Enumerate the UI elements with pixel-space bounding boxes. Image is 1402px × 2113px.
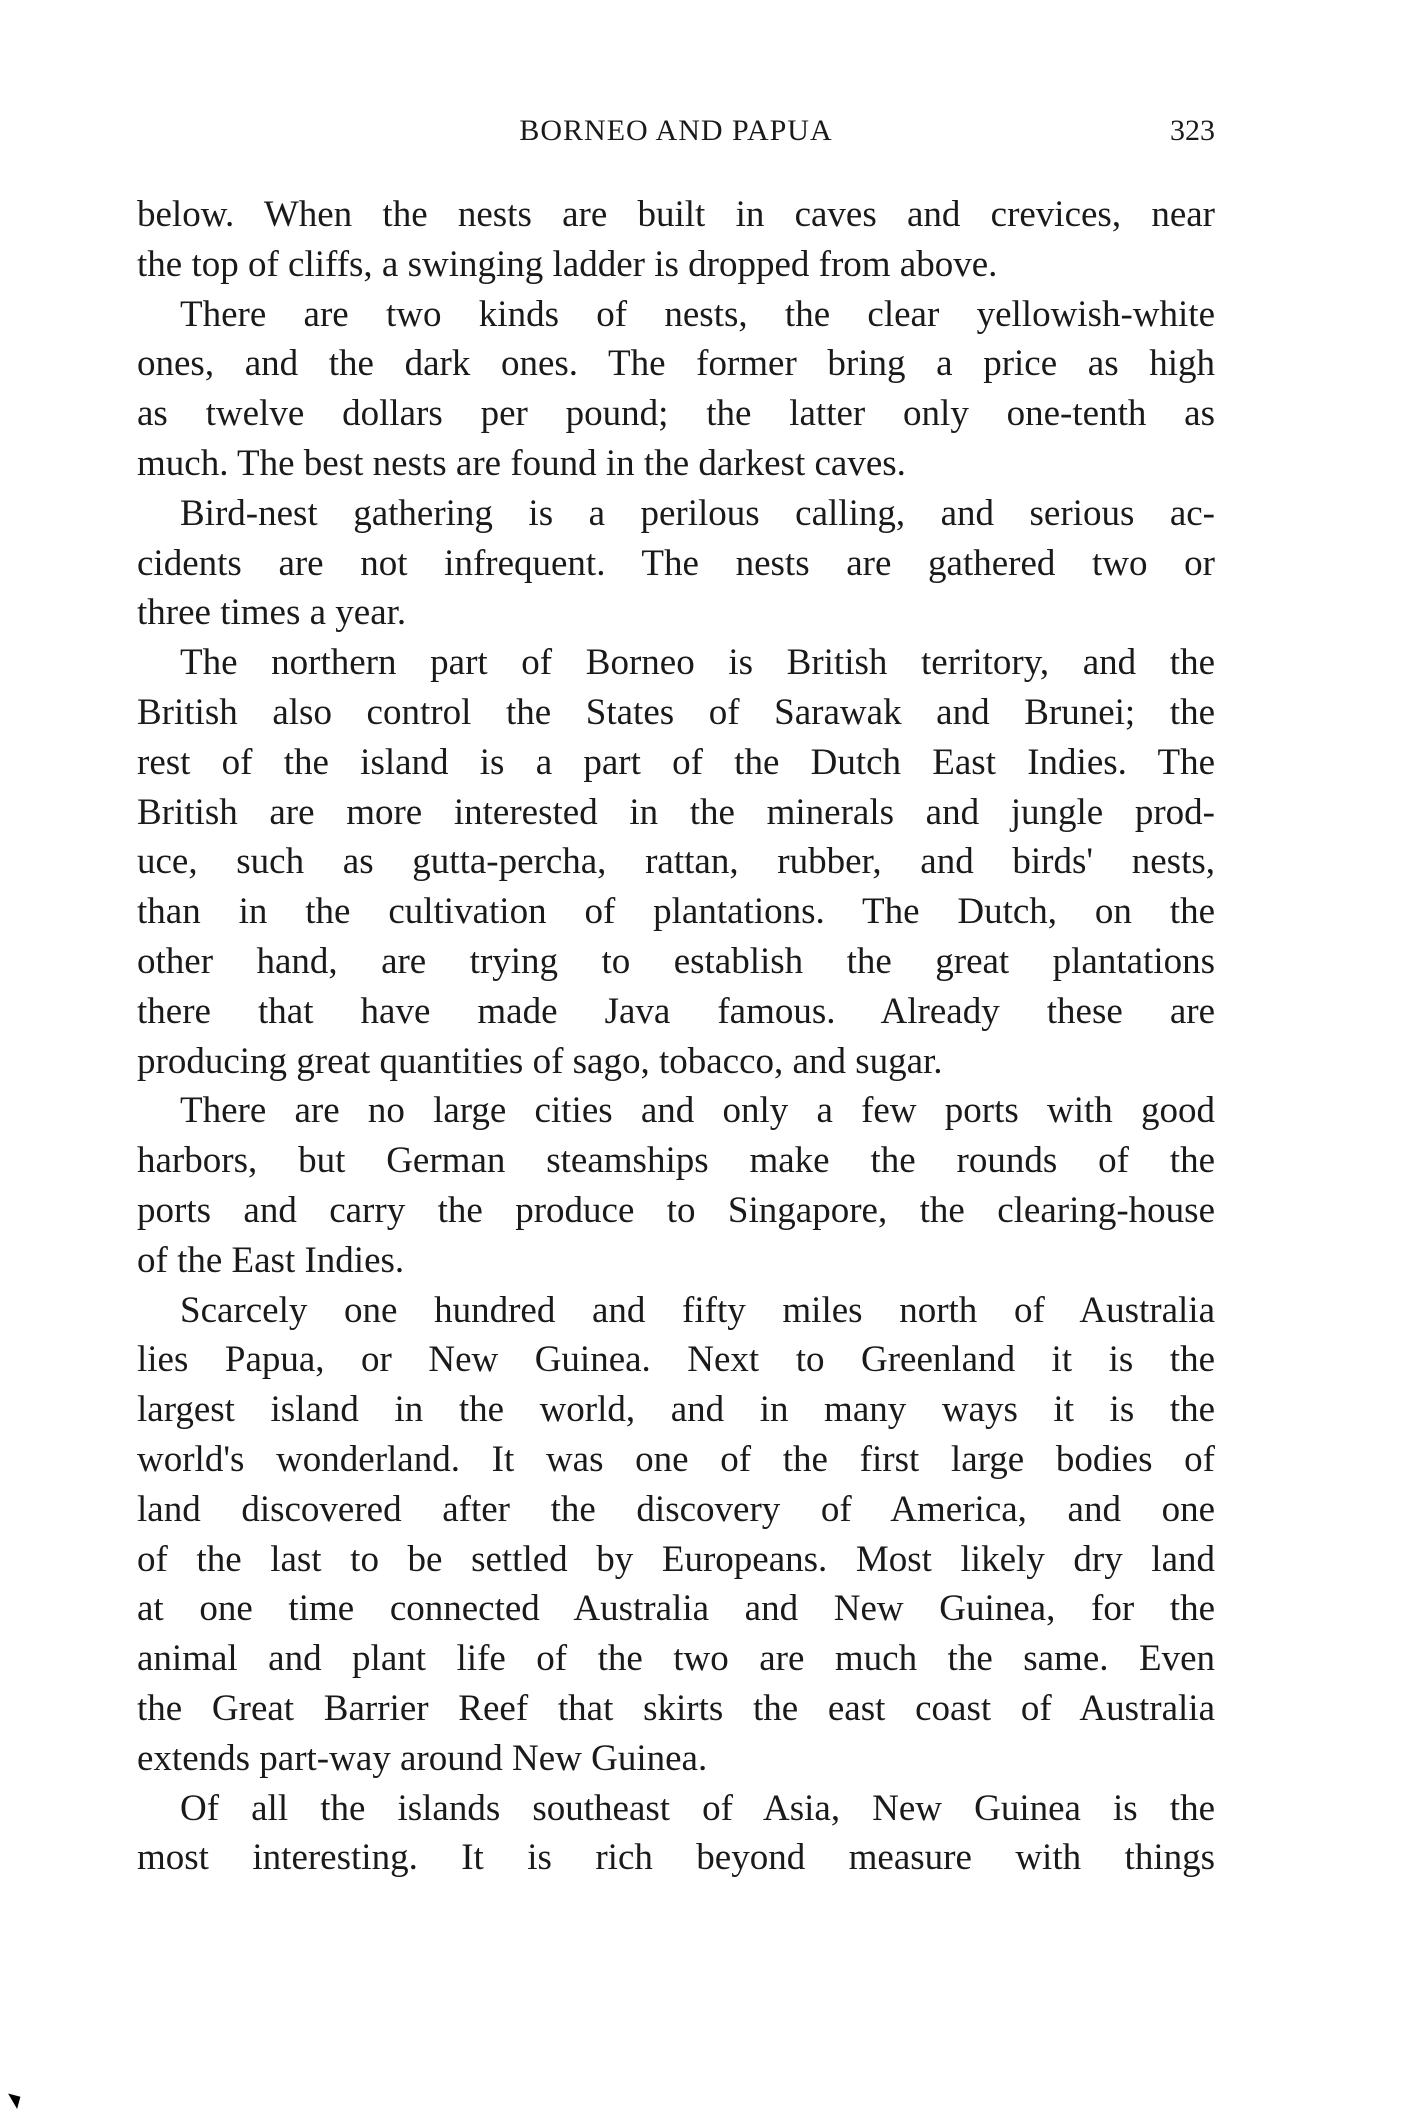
paragraph	[137, 190, 1215, 290]
text-line: producing great quantities of sago, tobacco, and sugar.	[137, 1040, 943, 1082]
page-number: 323	[1170, 114, 1215, 147]
text-line: of the East Indies.	[137, 1239, 405, 1281]
text-line: ones, and the dark ones. The former bring a price as high	[137, 343, 1215, 385]
text-line: British also control the States of Sarawak and Brunei; the	[137, 691, 1215, 733]
text-line: The northern part of Borneo is British territory, and the	[180, 642, 1215, 684]
text-line: world's wonderland. It was one of the first large bodies of	[137, 1438, 1215, 1480]
paragraph	[137, 489, 1215, 638]
text-line: Of all the islands southeast of Asia, New Guinea is the	[180, 1787, 1215, 1829]
text-line: uce, such as gutta-percha, rattan, rubber, and birds' nests,	[137, 841, 1215, 883]
text-line: than in the cultivation of plantations. The Dutch, on the	[137, 891, 1215, 933]
paragraph	[137, 1286, 1215, 1784]
paragraph	[137, 638, 1215, 1086]
text-line: harbors, but German steamships make the rounds of the	[137, 1140, 1215, 1182]
text-line: there that have made Java famous. Already these are	[137, 990, 1215, 1032]
text-line: rest of the island is a part of the Dutch East Indies. The	[137, 741, 1215, 783]
paragraph	[137, 1784, 1215, 1884]
text-line: cidents are not infrequent. The nests are gathered two or	[137, 542, 1215, 584]
page-header	[137, 106, 1215, 156]
text-line: as twelve dollars per pound; the latter only one-tenth as	[137, 393, 1215, 435]
text-line: ports and carry the produce to Singapore, the clearing-house	[137, 1189, 1215, 1231]
paragraph	[137, 1086, 1215, 1285]
text-line: extends part-way around New Guinea.	[137, 1737, 708, 1779]
text-line: lies Papua, or New Guinea. Next to Greenland it is the	[137, 1339, 1215, 1381]
text-line: There are no large cities and only a few ports with good	[180, 1090, 1215, 1132]
text-line: land discovered after the discovery of America, and one	[137, 1488, 1215, 1530]
text-line: largest island in the world, and in many ways it is the	[137, 1389, 1215, 1431]
text-line: Scarcely one hundred and fifty miles north of Australia	[180, 1289, 1215, 1331]
body-text	[137, 190, 1215, 1883]
mouse-cursor-icon	[8, 2089, 25, 2109]
running-title: BORNEO AND PAPUA	[519, 114, 833, 147]
text-line: much. The best nests are found in the darkest caves.	[137, 442, 906, 484]
text-line: animal and plant life of the two are much the same. Even	[137, 1638, 1215, 1680]
paragraph	[137, 290, 1215, 489]
text-line: at one time connected Australia and New Guinea, for the	[137, 1588, 1215, 1630]
text-line: of the last to be settled by Europeans. Most likely dry land	[137, 1538, 1215, 1580]
text-line: other hand, are trying to establish the great plantations	[137, 940, 1215, 982]
text-line: the Great Barrier Reef that skirts the east coast of Australia	[137, 1687, 1215, 1729]
text-line: below. When the nests are built in caves and crevices, near	[137, 194, 1215, 235]
text-line: There are two kinds of nests, the clear yellowish-white	[180, 293, 1215, 335]
text-line: three times a year.	[137, 592, 407, 634]
text-line: Bird-nest gathering is a perilous calling, and serious ac-	[180, 492, 1215, 534]
text-line: the top of cliffs, a swinging ladder is dropped from above.	[137, 243, 998, 285]
text-line: British are more interested in the minerals and jungle prod-	[137, 791, 1215, 833]
text-line: most interesting. It is rich beyond measure with things	[137, 1837, 1215, 1879]
